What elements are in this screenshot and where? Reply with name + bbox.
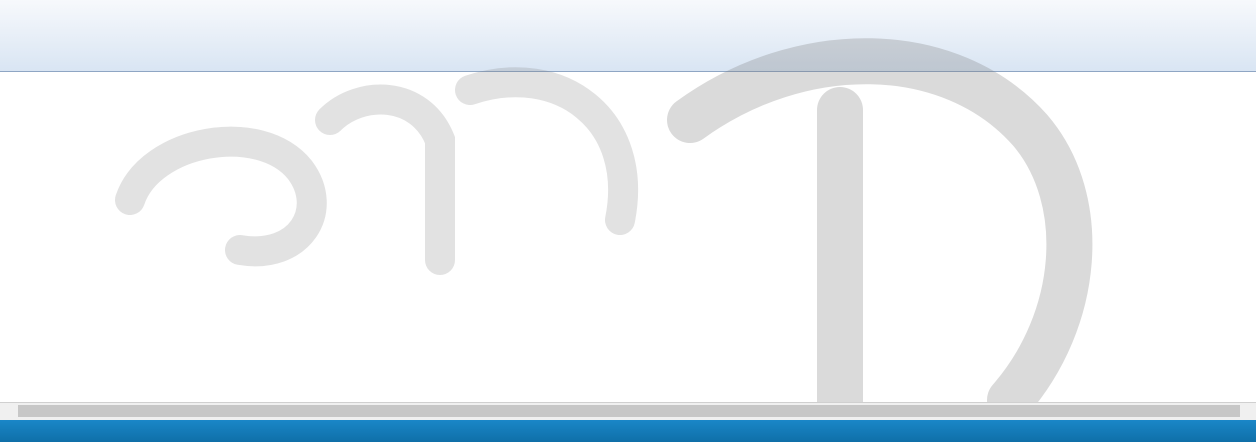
scroll-left-arrow-icon[interactable] [0,403,16,420]
scroll-right-arrow-icon[interactable] [1240,403,1256,420]
scroll-thumb[interactable] [18,405,1240,417]
grid-header [0,0,1256,72]
horizontal-scrollbar[interactable] [0,402,1256,421]
footer-bar [0,420,1256,442]
